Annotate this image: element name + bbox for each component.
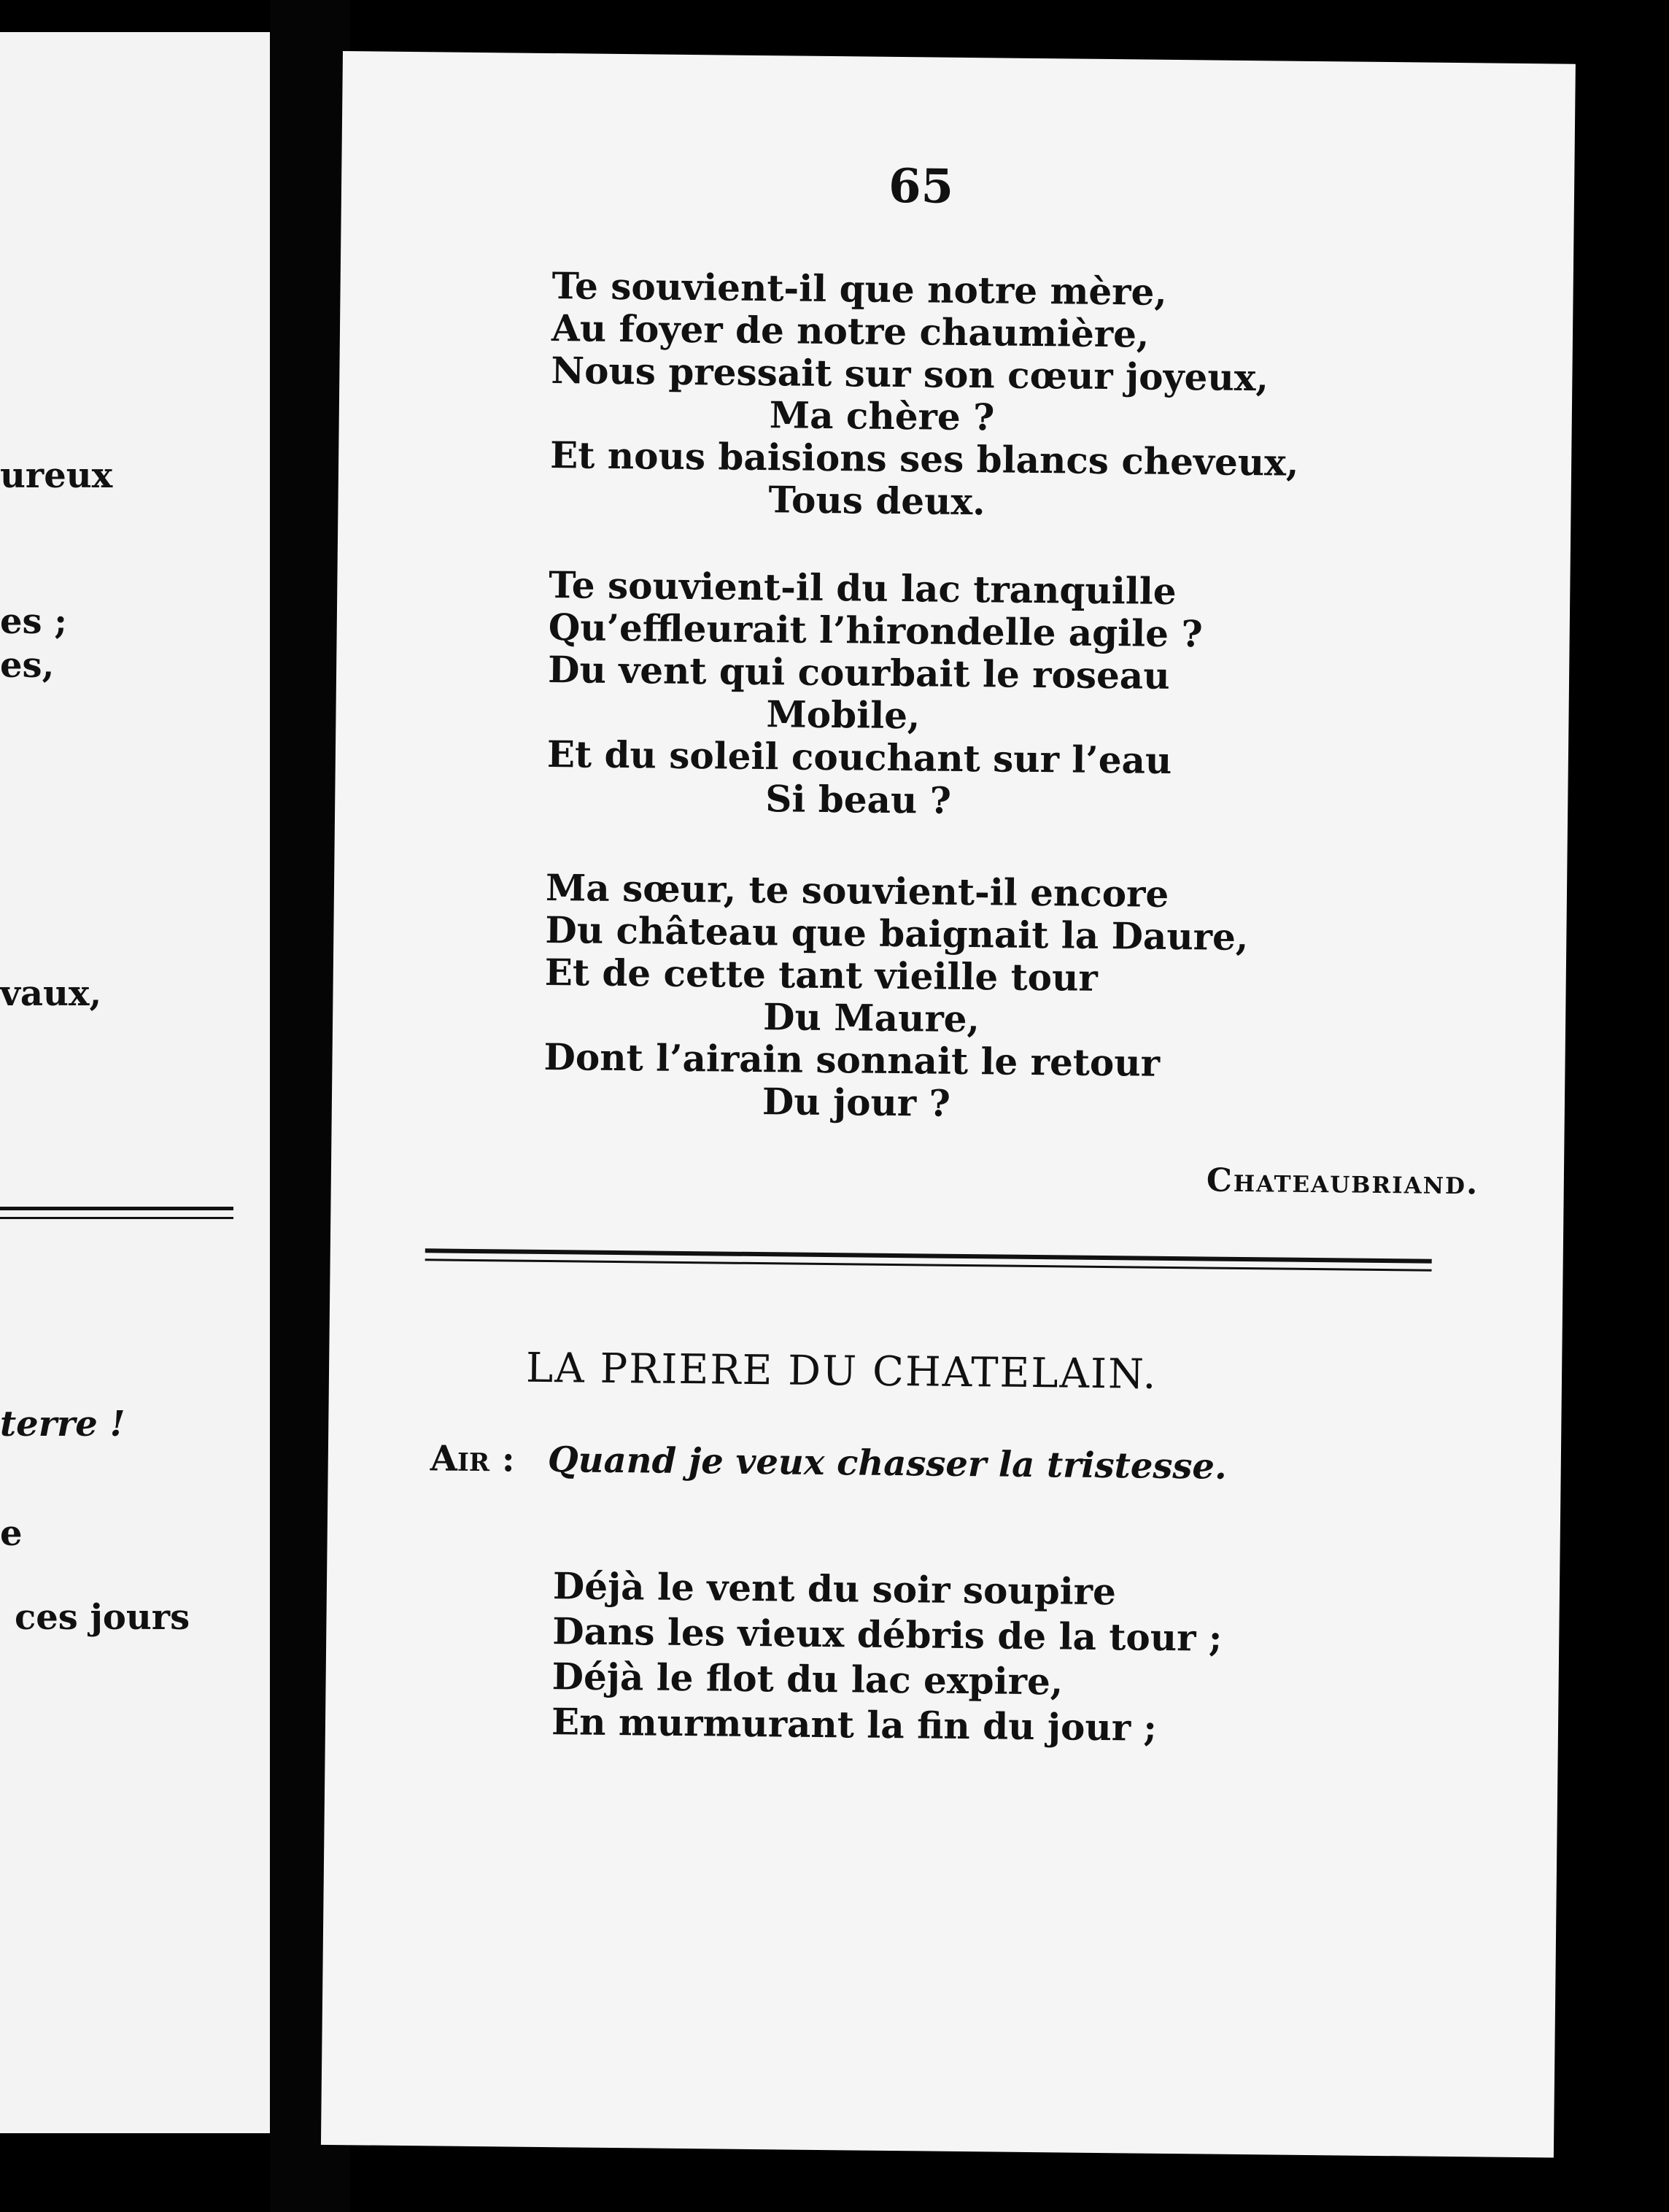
verse-line: Du château que baignait la Daure, bbox=[545, 908, 1249, 959]
poem-stanza bbox=[543, 867, 1250, 1128]
left-page-fragment bbox=[0, 32, 270, 2133]
verse-line: Déjà le flot du lac expire, bbox=[551, 1655, 1064, 1704]
verse-line: En murmurant la fin du jour ; bbox=[551, 1700, 1158, 1749]
left-divider-rule bbox=[0, 1207, 233, 1210]
verse-line: Tous deux. bbox=[768, 478, 985, 524]
song-title: LA PRIERE DU CHATELAIN. bbox=[525, 1344, 1158, 1399]
page-number: 65 bbox=[888, 158, 954, 214]
verse-line: Nous pressait sur son cœur joyeux, bbox=[551, 349, 1269, 400]
verse-line: Ma chère ? bbox=[769, 393, 995, 439]
verse-line: Dont l’airain sonnait le retour bbox=[543, 1035, 1161, 1085]
left-fragment-text: vaux, bbox=[0, 973, 102, 1014]
poem-stanza bbox=[551, 1563, 1223, 1752]
verse-line: Ma sœur, te souvient-il encore bbox=[545, 865, 1169, 916]
left-fragment-text: e bbox=[0, 1513, 23, 1554]
verse-line: Du Maure, bbox=[762, 995, 980, 1041]
verse-line: Du jour ? bbox=[762, 1080, 951, 1125]
verse-line: Et de cette tant vieille tour bbox=[544, 950, 1099, 999]
poem-stanza bbox=[546, 564, 1204, 824]
verse-line: Du vent qui courbait le roseau bbox=[547, 647, 1170, 697]
air-indication bbox=[430, 1438, 1227, 1487]
right-page bbox=[321, 51, 1576, 2158]
verse-line: Et du soleil couchant sur l’eau bbox=[546, 732, 1172, 782]
verse-line: Déjà le vent du soir soupire bbox=[552, 1564, 1117, 1614]
poem-stanza bbox=[549, 265, 1301, 527]
air-tune: Quand je veux chasser la tristesse. bbox=[547, 1439, 1227, 1488]
author-signature: Chateaubriand. bbox=[1206, 1161, 1479, 1202]
verse-line: Et nous baisions ses blancs cheveux, bbox=[549, 433, 1299, 484]
verse-line: Si beau ? bbox=[764, 777, 952, 822]
verse-line: Te souvient-il que notre mère, bbox=[551, 264, 1168, 314]
verse-line: Dans les vieux débris de la tour ; bbox=[552, 1609, 1223, 1660]
verse-line: Au foyer de notre chaumière, bbox=[551, 306, 1150, 356]
left-fragment-text: ureux bbox=[0, 455, 113, 496]
verse-line: Mobile, bbox=[766, 692, 921, 738]
air-label: Air : bbox=[430, 1438, 515, 1480]
left-divider-rule bbox=[0, 1217, 233, 1219]
left-fragment-text: es ; bbox=[0, 601, 67, 642]
left-fragment-text: es, bbox=[0, 645, 55, 686]
verse-line: Te souvient-il du lac tranquille bbox=[549, 562, 1177, 614]
verse-line: Qu’effleurait l’hirondelle agile ? bbox=[548, 605, 1204, 656]
left-fragment-text: ces jours bbox=[15, 1597, 190, 1638]
left-fragment-text: terre ! bbox=[0, 1404, 125, 1445]
